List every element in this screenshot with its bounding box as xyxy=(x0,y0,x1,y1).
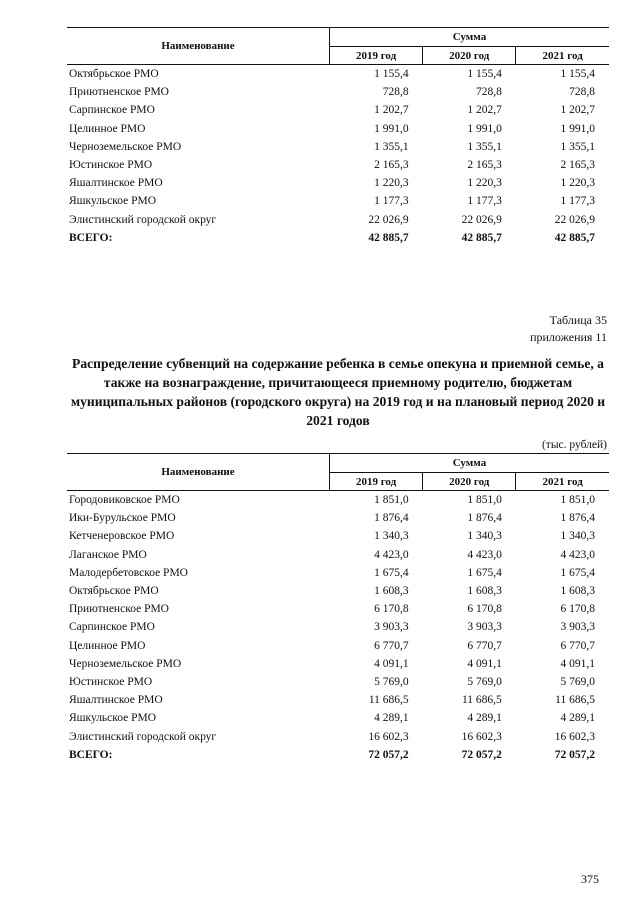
value-cell: 6 170,8 xyxy=(560,603,595,616)
value-cell: 1 675,4 xyxy=(374,566,409,579)
table-row xyxy=(67,618,609,636)
table-subsidies-continued xyxy=(67,27,609,247)
row-name-cell: Черноземельское РМО xyxy=(69,140,182,153)
column-header-year: 2020 год xyxy=(423,473,516,491)
value-cell: 11 686,5 xyxy=(555,694,595,707)
data-table xyxy=(67,453,609,764)
value-cell: 6 770,7 xyxy=(560,639,595,652)
row-name-cell: ВСЕГО: xyxy=(69,231,113,244)
row-name-cell: Целинное РМО xyxy=(69,122,146,135)
row-name-cell: Яшкульское РМО xyxy=(69,195,157,208)
value-cell: 4 423,0 xyxy=(467,548,502,561)
table-row xyxy=(67,120,609,138)
value-cell: 4 423,0 xyxy=(560,548,595,561)
value-cell: 1 608,3 xyxy=(374,585,409,598)
value-cell: 1 155,4 xyxy=(467,68,502,80)
table-row xyxy=(67,691,609,709)
table-row xyxy=(67,192,609,210)
value-cell: 4 289,1 xyxy=(560,712,595,725)
column-header-name: Наименование xyxy=(67,28,329,65)
value-cell: 6 170,8 xyxy=(467,603,502,616)
row-name-cell: Целинное РМО xyxy=(69,639,146,652)
value-cell: 4 091,1 xyxy=(560,657,595,670)
row-name-cell: Элистинский городской округ xyxy=(69,213,217,226)
row-name-cell: Приютненское РМО xyxy=(69,86,169,99)
value-cell: 3 903,3 xyxy=(374,621,409,634)
table-reference-number: Таблица 35 xyxy=(549,313,607,327)
value-cell: 1 177,3 xyxy=(467,195,502,208)
table-row xyxy=(67,673,609,691)
value-cell: 22 026,9 xyxy=(368,213,409,226)
value-cell: 42 885,7 xyxy=(461,231,502,244)
value-cell: 72 057,2 xyxy=(554,748,595,761)
value-cell: 16 602,3 xyxy=(554,730,595,743)
value-cell: 1 675,4 xyxy=(467,566,502,579)
value-cell: 3 903,3 xyxy=(560,621,595,634)
row-name-cell: Ики-Бурульское РМО xyxy=(69,512,176,525)
value-cell: 1 991,0 xyxy=(560,122,595,135)
value-cell: 1 851,0 xyxy=(467,494,502,506)
column-header-year: 2021 год xyxy=(516,473,609,491)
value-cell: 11 686,5 xyxy=(461,694,502,707)
value-cell: 1 340,3 xyxy=(560,530,595,543)
value-cell: 1 991,0 xyxy=(374,122,409,135)
table-row xyxy=(67,156,609,174)
value-cell: 1 608,3 xyxy=(560,585,595,598)
value-cell: 1 876,4 xyxy=(467,512,502,525)
row-name-cell: Октябрьское РМО xyxy=(69,68,159,80)
table-row xyxy=(67,138,609,156)
page-number: 375 xyxy=(581,872,599,886)
value-cell: 1 851,0 xyxy=(560,494,595,506)
value-cell: 1 608,3 xyxy=(467,585,502,598)
table-row xyxy=(67,527,609,545)
table-row xyxy=(67,83,609,101)
value-cell: 1 220,3 xyxy=(374,177,409,190)
value-cell: 16 602,3 xyxy=(461,730,502,743)
value-cell: 22 026,9 xyxy=(461,213,502,226)
value-cell: 6 170,8 xyxy=(374,603,409,616)
table-row xyxy=(67,709,609,727)
value-cell: 5 769,0 xyxy=(560,676,595,689)
row-name-cell: Октябрьское РМО xyxy=(69,585,159,598)
table-row xyxy=(67,174,609,192)
column-header-year: 2021 год xyxy=(516,47,609,65)
value-cell: 1 876,4 xyxy=(374,512,409,525)
value-cell: 1 675,4 xyxy=(560,566,595,579)
row-name-cell: Приютненское РМО xyxy=(69,603,169,616)
table-total-row xyxy=(67,746,609,764)
value-cell: 4 289,1 xyxy=(374,712,409,725)
units-label: (тыс. рублей) xyxy=(541,439,607,451)
value-cell: 1 355,1 xyxy=(467,140,502,153)
value-cell: 2 165,3 xyxy=(560,159,595,172)
column-header-sum: Сумма xyxy=(329,454,609,473)
row-name-cell: Черноземельское РМО xyxy=(69,657,182,670)
table-row xyxy=(67,600,609,618)
column-header-year: 2019 год xyxy=(329,473,422,491)
row-name-cell: Элистинский городской округ xyxy=(69,730,217,743)
value-cell: 4 091,1 xyxy=(374,657,409,670)
value-cell: 728,8 xyxy=(382,86,409,99)
value-cell: 728,8 xyxy=(569,86,595,99)
column-header-year: 2020 год xyxy=(423,47,516,65)
column-header-sum: Сумма xyxy=(329,28,609,47)
value-cell: 6 770,7 xyxy=(467,639,502,652)
table-row xyxy=(67,546,609,564)
table-row xyxy=(67,637,609,655)
row-name-cell: Юстинское РМО xyxy=(69,159,153,172)
value-cell: 1 155,4 xyxy=(560,68,595,80)
value-cell: 1 355,1 xyxy=(560,140,595,153)
value-cell: 4 423,0 xyxy=(374,548,409,561)
row-name-cell: Лаганское РМО xyxy=(69,548,147,561)
value-cell: 1 876,4 xyxy=(560,512,595,525)
value-cell: 728,8 xyxy=(475,86,502,99)
row-name-cell: Сарпинское РМО xyxy=(69,621,155,634)
value-cell: 2 165,3 xyxy=(374,159,409,172)
value-cell: 3 903,3 xyxy=(467,621,502,634)
value-cell: 1 177,3 xyxy=(560,195,595,208)
value-cell: 1 155,4 xyxy=(374,68,409,80)
value-cell: 42 885,7 xyxy=(368,231,409,244)
value-cell: 42 885,7 xyxy=(554,231,595,244)
table-subsidies-foster-care xyxy=(67,453,609,764)
table-row xyxy=(67,509,609,527)
value-cell: 22 026,9 xyxy=(554,213,595,226)
value-cell: 4 289,1 xyxy=(467,712,502,725)
row-name-cell: Яшалтинское РМО xyxy=(69,694,163,707)
table-row xyxy=(67,65,609,84)
table-title: Распределение субвенций на содержание ребенка в семье опекуна и приемной семье, а также на вознаграждение, причитающееся приемному родителю, бюджетам муниципальных районов (городского округа) на 2019 год и на плановый период 2020 и 2021 годов xyxy=(70,356,606,428)
table-row xyxy=(67,564,609,582)
value-cell: 1 220,3 xyxy=(467,177,502,190)
row-name-cell: Кетченеровское РМО xyxy=(69,530,175,543)
value-cell: 1 202,7 xyxy=(467,104,502,117)
table-row xyxy=(67,211,609,229)
value-cell: 1 355,1 xyxy=(374,140,409,153)
value-cell: 11 686,5 xyxy=(368,694,409,707)
value-cell: 1 202,7 xyxy=(560,104,595,117)
row-name-cell: Юстинское РМО xyxy=(69,676,153,689)
value-cell: 1 340,3 xyxy=(374,530,409,543)
row-name-cell: Малодербетовское РМО xyxy=(69,566,188,579)
table-body xyxy=(67,65,609,248)
appendix-reference: приложения 11 xyxy=(530,330,607,344)
table-row xyxy=(67,491,609,510)
table-row xyxy=(67,728,609,746)
table-row xyxy=(67,655,609,673)
value-cell: 1 220,3 xyxy=(560,177,595,190)
value-cell: 1 202,7 xyxy=(374,104,409,117)
value-cell: 1 340,3 xyxy=(467,530,502,543)
value-cell: 1 851,0 xyxy=(374,494,409,506)
table-total-row xyxy=(67,229,609,247)
value-cell: 6 770,7 xyxy=(374,639,409,652)
value-cell: 5 769,0 xyxy=(467,676,502,689)
data-table xyxy=(67,27,609,247)
row-name-cell: Городовиковское РМО xyxy=(69,494,180,506)
row-name-cell: Яшкульское РМО xyxy=(69,712,157,725)
value-cell: 1 177,3 xyxy=(374,195,409,208)
value-cell: 72 057,2 xyxy=(461,748,502,761)
column-header-name: Наименование xyxy=(67,454,329,491)
row-name-cell: ВСЕГО: xyxy=(69,748,113,761)
table-body xyxy=(67,491,609,765)
value-cell: 72 057,2 xyxy=(368,748,409,761)
value-cell: 1 991,0 xyxy=(467,122,502,135)
row-name-cell: Сарпинское РМО xyxy=(69,104,155,117)
row-name-cell: Яшалтинское РМО xyxy=(69,177,163,190)
value-cell: 16 602,3 xyxy=(368,730,409,743)
value-cell: 5 769,0 xyxy=(374,676,409,689)
table-row xyxy=(67,101,609,119)
column-header-year: 2019 год xyxy=(329,47,422,65)
value-cell: 4 091,1 xyxy=(467,657,502,670)
table-row xyxy=(67,582,609,600)
value-cell: 2 165,3 xyxy=(467,159,502,172)
